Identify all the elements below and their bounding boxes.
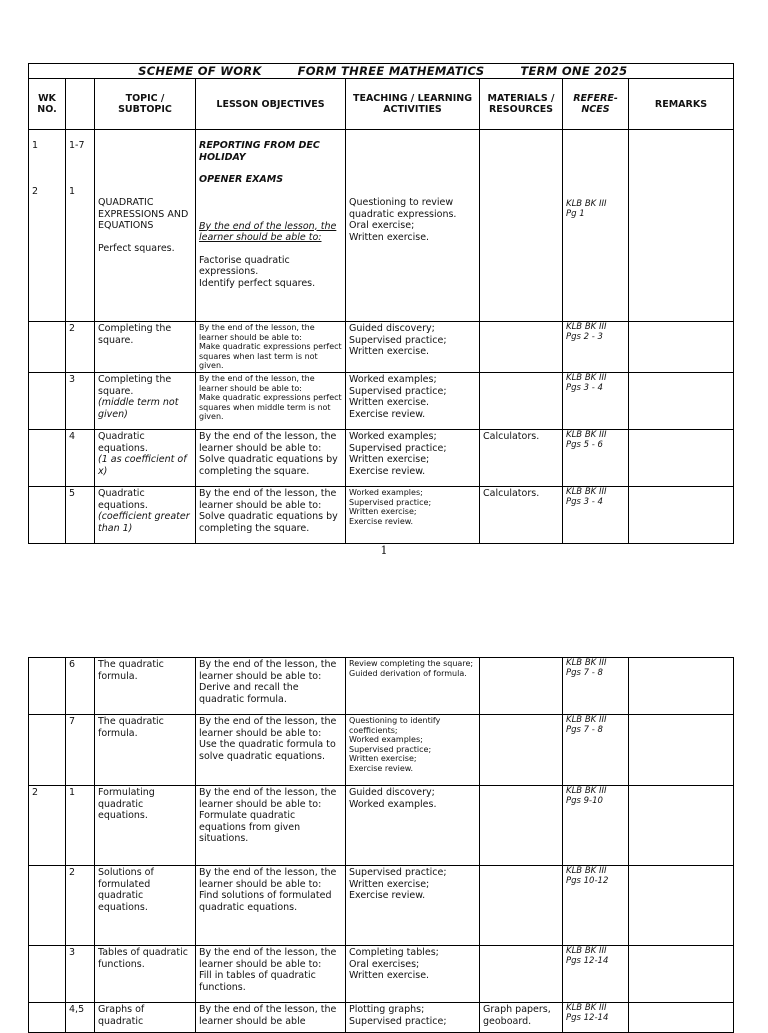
lesson-number: 4 xyxy=(66,430,95,487)
table-row xyxy=(29,322,734,373)
reference-pages: Pgs 7 - 8 xyxy=(566,724,603,735)
objectives-cell: By the end of the lesson, the learner should be able to: Fill in tables of quadratic functions. xyxy=(196,946,346,1003)
topic-cell xyxy=(95,373,196,430)
remarks-cell xyxy=(629,715,734,786)
lesson-number: 5 xyxy=(66,487,95,544)
references-cell xyxy=(563,373,629,430)
references-cell xyxy=(563,658,629,715)
lesson-number: 1 xyxy=(66,786,95,866)
activities-cell: Supervised practice; Written exercise; Exercise review. xyxy=(346,866,480,946)
col-header-materials: MATERIALS / RESOURCES xyxy=(480,79,563,130)
materials-cell xyxy=(480,658,563,715)
week-cell xyxy=(29,430,66,487)
topic-title: QUADRATIC EXPRESSIONS AND EQUATIONS xyxy=(98,197,189,231)
materials-cell: Calculators. xyxy=(480,487,563,544)
reference-book: KLB BK III xyxy=(566,658,607,668)
references-cell xyxy=(563,1003,629,1033)
reference-pages: Pgs 12-14 xyxy=(566,1012,609,1023)
week-cell xyxy=(29,322,66,373)
reference-book: KLB BK III xyxy=(566,866,607,876)
title-scheme: SCHEME OF WORK xyxy=(138,64,262,78)
activities-cell: Guided discovery; Worked examples. xyxy=(346,786,480,866)
topic-cell xyxy=(95,430,196,487)
topic-title: Tables of quadratic functions. xyxy=(95,946,196,1003)
references-cell xyxy=(563,430,629,487)
activities-cell: Worked examples; Supervised practice; Written exercise; Exercise review. xyxy=(346,487,480,544)
objective-intro: By the end of the lesson, the learner should be able to: xyxy=(199,220,337,243)
activities-cell: Worked examples; Supervised practice; Written exercise; Exercise review. xyxy=(346,430,480,487)
reference-book: KLB BK III xyxy=(566,1003,607,1013)
col-header-references: REFERE- NCES xyxy=(563,79,629,130)
remarks-cell xyxy=(629,130,734,322)
table-row xyxy=(29,786,734,866)
col-header-lesson xyxy=(66,79,95,130)
references-cell xyxy=(563,322,629,373)
objective-item: Identify perfect squares. xyxy=(199,277,316,289)
references-cell xyxy=(563,866,629,946)
objectives-cell: By the end of the lesson, the learner should be able to: Find solutions of formulated quadratic equations. xyxy=(196,866,346,946)
week-number: 2 xyxy=(32,185,39,197)
references-cell xyxy=(563,946,629,1003)
table-row xyxy=(29,487,734,544)
scheme-table-page-2 xyxy=(28,657,734,1033)
week-cell xyxy=(29,130,66,322)
references-cell xyxy=(563,715,629,786)
remarks-cell xyxy=(629,487,734,544)
objectives-cell: By the end of the lesson, the learner should be able to: Use the quadratic formula to solve quadratic equations. xyxy=(196,715,346,786)
reference-pages: Pgs 3 - 4 xyxy=(566,382,603,393)
topic-cell xyxy=(95,487,196,544)
topic-cell xyxy=(95,130,196,322)
subtopic: Perfect squares. xyxy=(98,242,175,254)
activities-cell: Questioning to review quadratic expressions. Oral exercise; Written exercise. xyxy=(346,130,480,322)
topic-title: Completing the square. xyxy=(95,322,196,373)
reference-pages: Pgs 9-10 xyxy=(566,795,603,806)
title-form: FORM THREE MATHEMATICS xyxy=(297,64,485,78)
materials-cell: Calculators. xyxy=(480,430,563,487)
title-term: TERM ONE 2025 xyxy=(520,64,628,78)
reference-pages: Pgs 12-14 xyxy=(566,955,609,966)
reference-book: KLB BK III xyxy=(566,373,607,383)
remarks-cell xyxy=(629,373,734,430)
objectives-cell: By the end of the lesson, the learner should be able to: Solve quadratic equations by completing the square. xyxy=(196,430,346,487)
table-row xyxy=(29,866,734,946)
topic-title: Completing the square. xyxy=(98,374,172,397)
activities-cell: Review completing the square; Guided derivation of formula. xyxy=(346,658,480,715)
col-header-objectives: LESSON OBJECTIVES xyxy=(196,79,346,130)
table-row xyxy=(29,1003,734,1033)
objectives-cell xyxy=(196,130,346,322)
reference-book: KLB BK III xyxy=(566,322,607,332)
remarks-cell xyxy=(629,658,734,715)
table-row xyxy=(29,946,734,1003)
week-cell xyxy=(29,866,66,946)
remarks-cell xyxy=(629,1003,734,1033)
topic-title: Formulating quadratic equations. xyxy=(95,786,196,866)
lesson-number: 2 xyxy=(66,322,95,373)
reference-pages: Pg 1 xyxy=(566,208,585,219)
lesson-number: 3 xyxy=(66,946,95,1003)
page-number: 1 xyxy=(380,544,388,557)
topic-note: (middle term not given) xyxy=(98,397,179,420)
reference-book: KLB BK III xyxy=(566,946,607,956)
reference-book: KLB BK III xyxy=(566,199,607,209)
materials-cell: Graph papers, geoboard. xyxy=(480,1003,563,1033)
document-title xyxy=(29,64,734,79)
references-cell xyxy=(563,130,629,322)
topic-title: The quadratic formula. xyxy=(95,658,196,715)
reference-pages: Pgs 2 - 3 xyxy=(566,331,603,342)
activities-cell: Completing tables; Oral exercises; Written exercise. xyxy=(346,946,480,1003)
remarks-cell xyxy=(629,946,734,1003)
lesson-number: 4,5 xyxy=(66,1003,95,1033)
remarks-cell xyxy=(629,866,734,946)
lesson-number: 7 xyxy=(66,715,95,786)
week-cell xyxy=(29,658,66,715)
topic-title: Quadratic equations. xyxy=(98,488,148,511)
week-cell xyxy=(29,373,66,430)
col-header-topic: TOPIC / SUBTOPIC xyxy=(95,79,196,130)
lesson-number: 1 xyxy=(69,185,76,197)
objective-item: Factorise quadratic expressions. xyxy=(199,254,290,277)
reference-pages: Pgs 10-12 xyxy=(566,875,609,886)
objectives-cell: By the end of the lesson, the learner should be able to: Derive and recall the quadratic formula. xyxy=(196,658,346,715)
lesson-number: 3 xyxy=(66,373,95,430)
col-header-remarks: REMARKS xyxy=(629,79,734,130)
week-cell xyxy=(29,715,66,786)
table-row xyxy=(29,430,734,487)
reference-pages: Pgs 5 - 6 xyxy=(566,439,603,450)
materials-cell xyxy=(480,866,563,946)
objectives-cell: By the end of the lesson, the learner should be able xyxy=(196,1003,346,1033)
remarks-cell xyxy=(629,430,734,487)
materials-cell xyxy=(480,130,563,322)
activities-cell: Plotting graphs; Supervised practice; xyxy=(346,1003,480,1033)
table-row xyxy=(29,715,734,786)
activities-cell: Guided discovery; Supervised practice; Written exercise. xyxy=(346,322,480,373)
lesson-number: 6 xyxy=(66,658,95,715)
scheme-table-page-1 xyxy=(28,63,734,544)
lesson-cell xyxy=(66,130,95,322)
table-row xyxy=(29,130,734,322)
activities-cell: Questioning to identify coefficients; Worked examples; Supervised practice; Written exercise; Exercise review. xyxy=(346,715,480,786)
week-number: 1 xyxy=(32,140,39,151)
references-cell xyxy=(563,487,629,544)
col-header-activities: TEACHING / LEARNING ACTIVITIES xyxy=(346,79,480,130)
week-cell xyxy=(29,1003,66,1033)
topic-title: Graphs of quadratic xyxy=(95,1003,196,1033)
week-cell xyxy=(29,946,66,1003)
materials-cell xyxy=(480,786,563,866)
opener-exams-note: OPENER EXAMS xyxy=(199,174,284,185)
week-number: 2 xyxy=(29,786,66,866)
topic-title: Quadratic equations. xyxy=(98,431,148,454)
materials-cell xyxy=(480,373,563,430)
materials-cell xyxy=(480,946,563,1003)
reporting-note: REPORTING FROM DEC HOLIDAY xyxy=(199,140,320,163)
topic-title: Solutions of formulated quadratic equations. xyxy=(95,866,196,946)
objectives-cell: By the end of the lesson, the learner should be able to: Solve quadratic equations by completing the square. xyxy=(196,487,346,544)
table-row xyxy=(29,373,734,430)
objectives-cell: By the end of the lesson, the learner should be able to: Formulate quadratic equations from given situations. xyxy=(196,786,346,866)
reference-book: KLB BK III xyxy=(566,786,607,796)
topic-note: (coefficient greater than 1) xyxy=(98,511,190,534)
objectives-cell: By the end of the lesson, the learner should be able to: Make quadratic expressions perfect squares when middle term is not given. xyxy=(196,373,346,430)
reference-book: KLB BK III xyxy=(566,715,607,725)
lesson-number: 1-7 xyxy=(69,140,85,151)
remarks-cell xyxy=(629,322,734,373)
lesson-number: 2 xyxy=(66,866,95,946)
objectives-cell: By the end of the lesson, the learner should be able to: Make quadratic expressions perfect squares when last term is not given. xyxy=(196,322,346,373)
reference-book: KLB BK III xyxy=(566,487,607,497)
reference-pages: Pgs 3 - 4 xyxy=(566,496,603,507)
activities-cell: Worked examples; Supervised practice; Written exercise. Exercise review. xyxy=(346,373,480,430)
reference-pages: Pgs 7 - 8 xyxy=(566,667,603,678)
topic-title: The quadratic formula. xyxy=(95,715,196,786)
topic-note: (1 as coefficient of x) xyxy=(98,454,187,477)
materials-cell xyxy=(480,715,563,786)
table-row xyxy=(29,658,734,715)
materials-cell xyxy=(480,322,563,373)
week-cell xyxy=(29,487,66,544)
references-cell xyxy=(563,786,629,866)
reference-book: KLB BK III xyxy=(566,430,607,440)
remarks-cell xyxy=(629,786,734,866)
col-header-wk: WK NO. xyxy=(29,79,66,130)
